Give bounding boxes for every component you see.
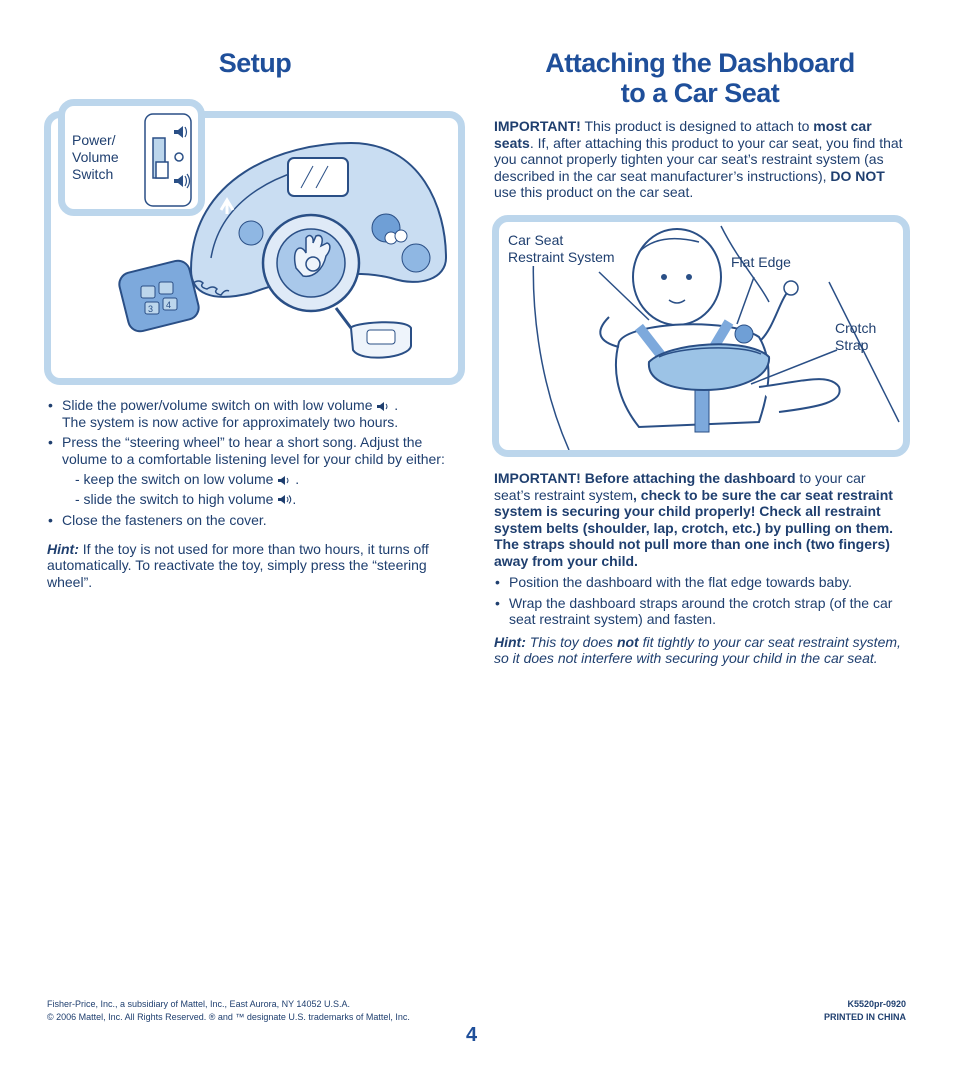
important-2-bold-a: IMPORTANT! Before attaching the dashboard: [494, 470, 796, 486]
important-2-plain: to your car seat’s restraint system: [494, 470, 866, 503]
setup-sub-2: [47, 491, 467, 508]
important-text-c: use this product on the car seat.: [494, 184, 694, 200]
setup-sub-2-text: - slide the switch to high volume: [75, 490, 274, 507]
attach-hint-label: Hint:: [494, 633, 526, 650]
setup-bullet-1-detail: The system is now active for approximately two hours.: [62, 413, 399, 430]
attach-bullet-2-text: Wrap the dashboard straps around the crotch strap (of the car seat restraint system) and fasten.: [509, 594, 893, 627]
footer-left: [47, 998, 410, 1024]
car-seat-restraint-label: Car Seat Restraint System: [508, 232, 615, 265]
setup-sub-1-period: .: [295, 471, 300, 487]
setup-bullet-1: [47, 397, 467, 430]
car-seat-illustration-frame: [492, 215, 910, 457]
attach-hint-text-b: fit tightly to your car seat restraint system, so it does not interfere with securing your child in the car seat.: [494, 633, 901, 666]
important-label: IMPORTANT!: [494, 118, 581, 134]
footer-right: [824, 998, 906, 1024]
attach-hint-text-a: This toy does: [525, 633, 617, 650]
setup-bullet-3: [47, 512, 467, 529]
setup-sub-1-text: - keep the switch on low volume: [75, 471, 274, 487]
attach-bullet-1: [494, 574, 904, 591]
setup-hint: [47, 541, 467, 591]
attach-title-line-2: to a Car Seat: [620, 78, 780, 108]
setup-sub-1: [47, 471, 467, 488]
volume-low-icon: [376, 401, 390, 412]
setup-instructions: [47, 397, 467, 590]
setup-bullet-1-period: .: [394, 397, 399, 413]
attach-bullet-2: [494, 595, 904, 628]
do-not-text: DO NOT: [830, 167, 885, 184]
setup-bullet-2-text: Press the “steering wheel” to hear a short song. Adjust the volume to a comfortable listening level for your child by either:: [62, 434, 445, 467]
attach-hint: [494, 634, 904, 667]
attach-important-2: [494, 470, 904, 667]
setup-bullet-1-text: Slide the power/volume switch on with low volume: [62, 397, 373, 413]
footer-printed-in: PRINTED IN CHINA: [823, 1012, 906, 1022]
setup-title: Setup: [218, 48, 292, 78]
setup-hint-text: If the toy is not used for more than two hours, it turns off automatically. To reactivate the toy, simply press the “steering wheel”.: [47, 540, 429, 590]
important-text-b: . If, after attaching this product to your car seat, you find that you cannot properly tighten your car seat’s restraint system (as described in the car seat manufacturer’s instructions),: [494, 134, 903, 184]
attach-title: [500, 48, 900, 108]
crotch-strap-label: Crotch Strap: [835, 320, 877, 353]
power-switch-icon: [143, 112, 193, 208]
attach-hint-not: not: [616, 633, 639, 650]
attach-important-1: [494, 118, 904, 201]
page-number: 4: [466, 1024, 478, 1046]
footer-copyright: © 2006 Mattel, Inc. All Rights Reserved. ® and ™ designate U.S. trademarks of Mattel, Inc.: [47, 1012, 410, 1022]
important-text-a: This product is designed to attach to: [580, 118, 814, 134]
attach-bullet-1-text: Position the dashboard with the flat edge towards baby.: [509, 574, 852, 590]
volume-high-icon: [277, 494, 292, 505]
attach-title-line-1: Attaching the Dashboard: [545, 48, 855, 78]
setup-bullet-2: [47, 434, 467, 467]
setup-bullet-3-text: Close the fasteners on the cover.: [62, 512, 267, 528]
flat-edge-label: Flat Edge: [731, 254, 791, 270]
setup-sub-2-period: .: [292, 490, 297, 507]
switch-callout-box: [58, 99, 205, 216]
footer-company: Fisher-Price, Inc., a subsidiary of Mattel, Inc., East Aurora, NY 14052 U.S.A.: [47, 999, 350, 1009]
footer-product-code: K5520pr-0920: [847, 999, 906, 1009]
svg-text:4: 4: [166, 300, 172, 310]
switch-label: Power/ Volume Switch: [72, 132, 119, 182]
setup-hint-label: Hint:: [47, 540, 79, 557]
svg-text:3: 3: [148, 304, 154, 314]
volume-low-icon: [277, 475, 291, 486]
most-car-seats-text: most car seats: [494, 118, 872, 151]
important-2-bold-b: , check to be sure the car seat restraint system is securing your child properly! Check all restraint system belts (shoulder, lap, crotch, etc.) by pulling on them. The straps should not pull more than one inch (two fingers) away from your child.: [494, 486, 894, 569]
